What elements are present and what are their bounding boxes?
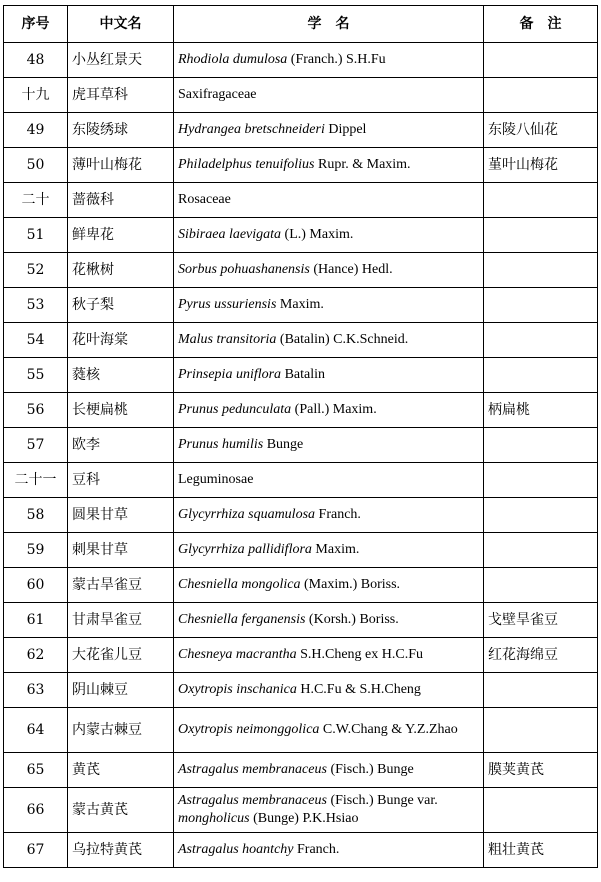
genus-species: Rhodiola dumulosa	[178, 52, 288, 67]
chinese-name: 花叶海棠	[68, 323, 174, 358]
scientific-name	[174, 148, 484, 183]
table-row	[4, 673, 598, 708]
chinese-name: 蔷薇科	[68, 183, 174, 218]
header-note: 备 注	[484, 6, 598, 43]
chinese-name: 花楸树	[68, 253, 174, 288]
scientific-name	[174, 323, 484, 358]
note	[484, 498, 598, 533]
row-number: 67	[4, 833, 68, 868]
scientific-name	[174, 788, 484, 833]
author-citation: (Franch.) S.H.Fu	[287, 52, 386, 67]
table-row	[4, 183, 598, 218]
genus-species: Hydrangea bretschneideri	[178, 122, 325, 137]
author-citation: Maxim.	[311, 542, 360, 557]
note	[484, 568, 598, 603]
note	[484, 218, 598, 253]
author-citation: (Bunge) P.K.Hsiao	[249, 811, 359, 826]
chinese-name: 阴山棘豆	[68, 673, 174, 708]
row-number: 49	[4, 113, 68, 148]
row-number: 53	[4, 288, 68, 323]
table-row	[4, 323, 598, 358]
author-citation: (L.) Maxim.	[281, 227, 354, 242]
table-row	[4, 428, 598, 463]
chinese-name: 蒙古旱雀豆	[68, 568, 174, 603]
scientific-name	[174, 43, 484, 78]
table-row	[4, 393, 598, 428]
author-citation: (Korsh.) Boriss.	[305, 612, 399, 627]
genus-species: Chesniella ferganensis	[178, 612, 306, 627]
table-row	[4, 788, 598, 833]
scientific-name	[174, 358, 484, 393]
row-number: 十九	[4, 78, 68, 113]
author-citation: Saxifragaceae	[178, 87, 257, 102]
row-number: 52	[4, 253, 68, 288]
row-number: 54	[4, 323, 68, 358]
chinese-name: 大花雀儿豆	[68, 638, 174, 673]
author-citation: Dippel	[324, 122, 367, 137]
chinese-name: 薄叶山梅花	[68, 148, 174, 183]
genus-species: mongholicus	[178, 811, 250, 826]
note: 戈壁旱雀豆	[484, 603, 598, 638]
author-citation: Rosaceae	[178, 192, 231, 207]
genus-species: Glycyrrhiza squamulosa	[178, 507, 316, 522]
header-chinese-name: 中文名	[68, 6, 174, 43]
genus-species: Glycyrrhiza pallidiflora	[178, 542, 312, 557]
table-row	[4, 113, 598, 148]
note	[484, 463, 598, 498]
table-row	[4, 833, 598, 868]
note	[484, 708, 598, 753]
genus-species: Philadelphus tenuifolius	[178, 157, 315, 172]
author-citation: (Fisch.) Bunge	[326, 762, 414, 777]
table-row	[4, 148, 598, 183]
table-row	[4, 358, 598, 393]
table-row	[4, 708, 598, 753]
author-citation: (Fisch.) Bunge var.	[326, 793, 438, 808]
scientific-name	[174, 288, 484, 323]
chinese-name: 长梗扁桃	[68, 393, 174, 428]
scientific-name	[174, 753, 484, 788]
chinese-name: 甘肃旱雀豆	[68, 603, 174, 638]
author-citation: Franch.	[293, 842, 340, 857]
table-row	[4, 463, 598, 498]
author-citation: Batalin	[281, 367, 325, 382]
genus-species: Oxytropis inschanica	[178, 682, 297, 697]
genus-species: Astragalus membranaceus	[178, 762, 327, 777]
note	[484, 673, 598, 708]
note	[484, 428, 598, 463]
row-number: 58	[4, 498, 68, 533]
scientific-name	[174, 603, 484, 638]
chinese-name: 蕤核	[68, 358, 174, 393]
author-citation: S.H.Cheng ex H.C.Fu	[296, 647, 423, 662]
table-row	[4, 78, 598, 113]
row-number: 57	[4, 428, 68, 463]
chinese-name: 东陵绣球	[68, 113, 174, 148]
chinese-name: 欧李	[68, 428, 174, 463]
genus-species: Prinsepia uniflora	[178, 367, 282, 382]
table-row	[4, 568, 598, 603]
table-body	[4, 43, 598, 868]
note	[484, 43, 598, 78]
author-citation: (Batalin) C.K.Schneid.	[276, 332, 409, 347]
note	[484, 253, 598, 288]
note	[484, 183, 598, 218]
genus-species: Astragalus membranaceus	[178, 793, 327, 808]
genus-species: Chesneya macrantha	[178, 647, 297, 662]
scientific-name	[174, 498, 484, 533]
chinese-name: 鲜卑花	[68, 218, 174, 253]
chinese-name: 蒙古黄芪	[68, 788, 174, 833]
author-citation: (Maxim.) Boriss.	[300, 577, 401, 592]
row-number: 二十一	[4, 463, 68, 498]
table-row	[4, 753, 598, 788]
genus-species: Malus transitoria	[178, 332, 277, 347]
author-citation: Rupr. & Maxim.	[314, 157, 411, 172]
row-number: 二十	[4, 183, 68, 218]
row-number: 61	[4, 603, 68, 638]
row-number: 62	[4, 638, 68, 673]
genus-species: Sibiraea laevigata	[178, 227, 282, 242]
row-number: 64	[4, 708, 68, 753]
row-number: 66	[4, 788, 68, 833]
genus-species: Oxytropis neimonggolica	[178, 722, 320, 737]
author-citation: (Hance) Hedl.	[309, 262, 393, 277]
genus-species: Astragalus hoantchy	[178, 842, 294, 857]
note	[484, 78, 598, 113]
scientific-name	[174, 428, 484, 463]
note	[484, 288, 598, 323]
row-number: 65	[4, 753, 68, 788]
note	[484, 788, 598, 833]
scientific-name	[174, 253, 484, 288]
table-row	[4, 498, 598, 533]
scientific-name	[174, 833, 484, 868]
genus-species: Chesniella mongolica	[178, 577, 301, 592]
row-number: 48	[4, 43, 68, 78]
table-row	[4, 533, 598, 568]
table-row	[4, 43, 598, 78]
scientific-name	[174, 638, 484, 673]
table-row	[4, 288, 598, 323]
scientific-name	[174, 708, 484, 753]
scientific-name	[174, 78, 484, 113]
table-row	[4, 638, 598, 673]
chinese-name: 秋子梨	[68, 288, 174, 323]
chinese-name: 黄芪	[68, 753, 174, 788]
table-row	[4, 253, 598, 288]
scientific-name	[174, 183, 484, 218]
table-row	[4, 218, 598, 253]
note: 柄扁桃	[484, 393, 598, 428]
author-citation: (Pall.) Maxim.	[291, 402, 377, 417]
chinese-name: 豆科	[68, 463, 174, 498]
row-number: 63	[4, 673, 68, 708]
row-number: 60	[4, 568, 68, 603]
header-scientific-name: 学 名	[174, 6, 484, 43]
scientific-name	[174, 463, 484, 498]
row-number: 56	[4, 393, 68, 428]
note: 红花海绵豆	[484, 638, 598, 673]
chinese-name: 内蒙古棘豆	[68, 708, 174, 753]
scientific-name	[174, 568, 484, 603]
note	[484, 358, 598, 393]
note: 膜荚黄芪	[484, 753, 598, 788]
row-number: 59	[4, 533, 68, 568]
genus-species: Prunus pedunculata	[178, 402, 292, 417]
chinese-name: 乌拉特黄芪	[68, 833, 174, 868]
author-citation: Franch.	[315, 507, 361, 522]
row-number: 55	[4, 358, 68, 393]
chinese-name: 小丛红景天	[68, 43, 174, 78]
genus-species: Prunus humilis	[178, 437, 264, 452]
genus-species: Sorbus pohuashanensis	[178, 262, 310, 277]
note: 粗壮黄芪	[484, 833, 598, 868]
scientific-name	[174, 218, 484, 253]
author-citation: C.W.Chang & Y.Z.Zhao	[319, 722, 458, 737]
note: 堇叶山梅花	[484, 148, 598, 183]
species-table	[3, 5, 598, 868]
table-header-row	[4, 6, 598, 43]
chinese-name: 刺果甘草	[68, 533, 174, 568]
author-citation: Bunge	[263, 437, 304, 452]
scientific-name	[174, 393, 484, 428]
row-number: 50	[4, 148, 68, 183]
scientific-name	[174, 113, 484, 148]
chinese-name: 虎耳草科	[68, 78, 174, 113]
author-citation: Leguminosae	[178, 472, 254, 487]
chinese-name: 圆果甘草	[68, 498, 174, 533]
author-citation: Maxim.	[276, 297, 324, 312]
genus-species: Pyrus ussuriensis	[178, 297, 277, 312]
scientific-name	[174, 533, 484, 568]
note	[484, 323, 598, 358]
note: 东陵八仙花	[484, 113, 598, 148]
row-number: 51	[4, 218, 68, 253]
author-citation: H.C.Fu & S.H.Cheng	[296, 682, 421, 697]
table-row	[4, 603, 598, 638]
scientific-name	[174, 673, 484, 708]
note	[484, 533, 598, 568]
header-no: 序号	[4, 6, 68, 43]
